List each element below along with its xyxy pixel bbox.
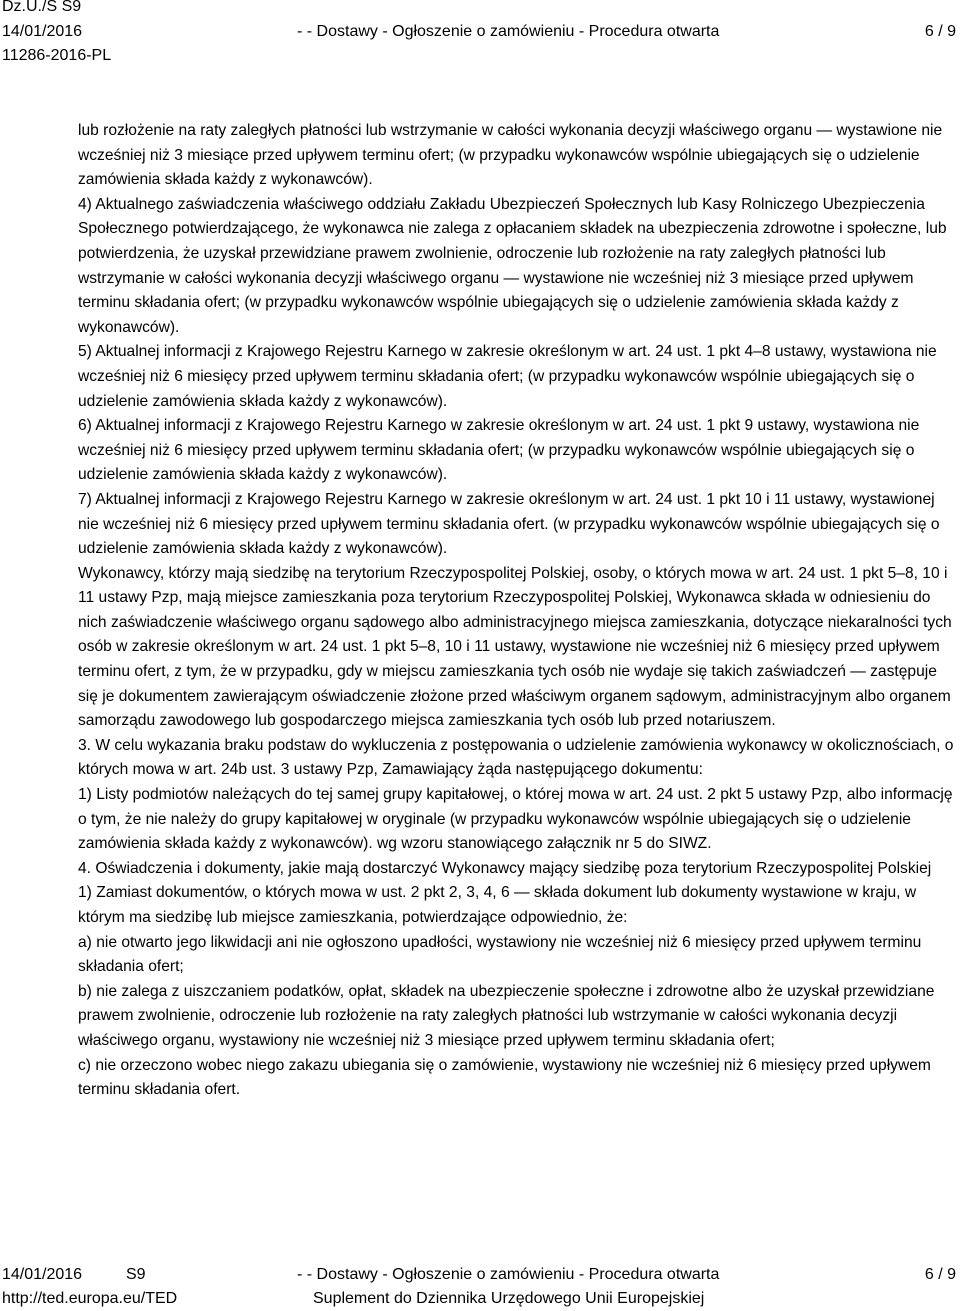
paragraph: b) nie zalega z uiszczaniem podatków, opłat, składek na ubezpieczenie społeczne i zdrowotne albo że uzyskał przewidziane prawem zwolnienie, odroczenie lub rozłożenie na raty zaległych płatności lub wstrzymanie w całości wykonania decyzji właściwego organu, wystawiony nie wcześniej niż 3 miesiące przed upływem terminu składania ofert; <box>78 982 935 1049</box>
document-body <box>78 119 958 1103</box>
footer-supplement: Suplement do Dziennika Urzędowego Unii Europejskiej <box>313 1290 705 1307</box>
paragraph: a) nie otwarto jego likwidacji ani nie ogłoszono upadłości, wystawiony nie wcześniej niż 6 miesięcy przed upływem terminu składania ofert; <box>78 933 922 976</box>
paragraph: lub rozłożenie na raty zaległych płatności lub wstrzymanie w całości wykonania decyzji właściwego organu — wystawione nie wcześniej niż 3 miesiące przed upływem terminu ofert; (w przypadku wykonawców wspólnie ubiegających się o udzielenie zamówienia składa każdy z wykonawców). <box>78 122 943 189</box>
header-page-number: 6 / 9 <box>924 23 956 40</box>
paragraph: 3. W celu wykazania braku podstaw do wykluczenia z postępowania o udzielenie zamówienia wykonawcy w okolicznościach, o których mowa w art. 24b ust. 3 ustawy Pzp, Zamawiający żąda następującego dokumentu: <box>78 736 954 779</box>
footer-title: - - Dostawy - Ogłoszenie o zamówieniu - Procedura otwarta <box>297 1266 720 1283</box>
notice-id: 11286-2016-PL <box>2 47 112 64</box>
paragraph: 6) Aktualnej informacji z Krajowego Rejestru Karnego w zakresie określonym w art. 24 ust. 1 pkt 9 ustawy, wystawiona nie wcześniej niż 6 miesięcy przed upływem terminu składania ofert; (w przypadku wykonawców wspólnie ubiegających się o udzielenie zamówienia składa każdy z wykonawców). <box>78 417 920 484</box>
journal-ref: Dz.U./S S9 <box>2 0 82 15</box>
header-date: 14/01/2016 <box>2 23 83 40</box>
paragraph: Wykonawcy, którzy mają siedzibę na terytorium Rzeczypospolitej Polskiej, osoby, o których mowa w art. 24 ust. 1 pkt 5–8, 10 i 11 ustawy Pzp, mają miejsce zamieszkania poza terytorium Rzeczypospolitej Polskiej, Wykonawca składa w odniesieniu do nich zaświadczenie właściwego organu sądowego albo administracyjnego miejsca zamieszkania, dotyczące niekaralności tych osób w zakresie określonym w art. 24 ust. 1 pkt 5–8, 10 i 11 ustawy, wystawione nie wcześniej niż 6 miesięcy przed upływem terminu ofert, z tym, że w przypadku, gdy w miejscu zamieszkania tych osób nie wydaje się takich zaświadczeń — zastępuje się je dokumentem zawierającym oświadczenie złożone przed właściwym organem sądowym, administracyjnym albo organem samorządu zawodowego lub gospodarczego miejsca zamieszkania tych osób lub przed notariuszem. <box>78 564 952 730</box>
footer-page-number: 6 / 9 <box>924 1266 956 1283</box>
paragraph: 1) Zamiast dokumentów, o których mowa w ust. 2 pkt 2, 3, 4, 6 — składa dokument lub dokumenty wystawione w kraju, w którym ma siedzibę lub miejsce zamieszkania, potwierdzające odpowiednio, że: <box>78 884 917 926</box>
paragraph: 4) Aktualnego zaświadczenia właściwego oddziału Zakładu Ubezpieczeń Społecznych lub Kasy Rolniczego Ubezpieczenia Społecznego potwierdzającego, że wykonawca nie zalega z opłacaniem składek na ubezpieczenia zdrowotne i społeczne, lub potwierdzenia, że uzyskał przewidziane prawem zwolnienie, odroczenie lub rozłożenie na raty zaległych płatności lub wstrzymanie w całości wykonania decyzji właściwego organu — wystawione nie wcześniej niż 3 miesiące przed upływem terminu składania ofert; (w przypadku wykonawców wspólnie ubiegających się o udzielenie zamówienia składa każdy z wykonawców). <box>78 195 947 336</box>
footer-series: S9 <box>126 1266 146 1283</box>
header-title: - - Dostawy - Ogłoszenie o zamówieniu - Procedura otwarta <box>297 23 720 40</box>
paragraph: 7) Aktualnej informacji z Krajowego Rejestru Karnego w zakresie określonym w art. 24 ust. 1 pkt 10 i 11 ustawy, wystawionej nie wcześniej niż 6 miesięcy przed upływem terminu składania ofert. (w przypadku wykonawców wspólnie ubiegających się o udzielenie zamówienia składa każdy z wykonawców). <box>78 490 940 558</box>
paragraph: 1) Listy podmiotów należących do tej samej grupy kapitałowej, o której mowa w art. 24 ust. 2 pkt 5 ustawy Pzp, albo informację o tym, że nie należy do grupy kapitałowej w oryginale (w przypadku wykonawców wspólnie ubiegających się o udzielenie zamówienia składa każdy z wykonawców). wg wzoru stanowiącego załącznik nr 5 do SIWZ. <box>78 786 953 853</box>
footer-date: 14/01/2016 <box>2 1266 83 1283</box>
paragraph: 4. Oświadczenia i dokumenty, jakie mają dostarczyć Wykonawcy mający siedzibę poza terytorium Rzeczypospolitej Polskiej <box>78 859 932 877</box>
footer-url-link[interactable]: http://ted.europa.eu/TED <box>2 1290 178 1307</box>
paragraph: c) nie orzeczono wobec niego zakazu ubiegania się o zamówienie, wystawiony nie wcześniej niż 6 miesięcy przed upływem terminu składania ofert. <box>78 1056 931 1099</box>
paragraph: 5) Aktualnej informacji z Krajowego Rejestru Karnego w zakresie określonym w art. 24 ust. 1 pkt 4–8 ustawy, wystawiona nie wcześniej niż 6 miesięcy przed upływem terminu składania ofert; (w przypadku wykonawców wspólnie ubiegających się o udzielenie zamówienia składa każdy z wykonawców). <box>78 343 937 410</box>
